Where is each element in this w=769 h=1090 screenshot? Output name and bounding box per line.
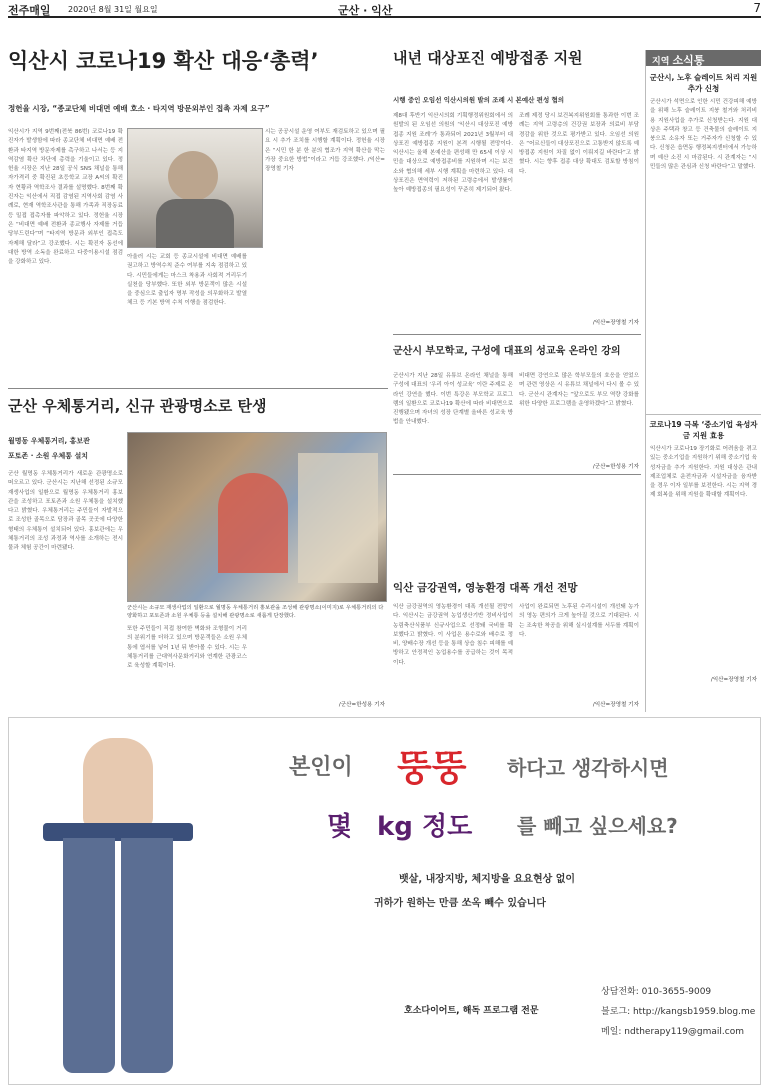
article-text: 시는 공공시설 운영 여부도 재검토하고 있으며 필요 시 추가 조치를 시행할 계획이다. 정헌율 시장은 “시민 한 분 한 분의 협조가 지역 확산을 막는 가장 중요한 방법”이라고 거듭 강조했다. /익산=장영철 기자	[265, 129, 385, 173]
diet-advertisement	[8, 717, 761, 1085]
ad-blog: 블로그: http://kangsb1959.blog.me	[601, 1007, 756, 1017]
photo-mailbox-street	[127, 432, 387, 602]
article-text: 사업이 완료되면 노후된 수리시설이 개선돼 농가의 영농 편의가 크게 높아질 것으로 기대된다. 시는 조속한 착공을 위해 실시설계를 서두를 계획이다.	[519, 604, 639, 638]
article-text: 제8대 후반기 익산시의회 기획행정위원회에서 의원발의 된 오임선 의원의 ‘익산시 대상포진 예방접종 지원 조례’가 통과되어 2021년 3월부터 대상포진 예방접종 지원이 본격 시행될 전망이다. 익산시는 올해 본예산을 편성해 만 65세 이상 시민을 대상으로 예방접종비를 지원하며 시는 보건소와 협의해 세부 시행 계획을 마련하고 있다. 대상포진은 면역력이 저하된 고령층에서 발생률이 높아 예방접종의 필요성이 꾸준히 제기되어 왔다.	[393, 113, 513, 194]
ad-line1-highlight: 뚱뚱	[397, 748, 467, 789]
sidebar-news	[645, 50, 761, 712]
ad-copy-1: 뱃살, 내장지방, 체지방을 요요현상 없이	[399, 874, 576, 885]
divider	[393, 474, 641, 475]
issue-date: 2020년 8월 31일 월요일	[68, 5, 158, 14]
subhead-shingles: 시행 중인 오임선 익산시의원 발의 조례 시 본예산 편성 협의	[393, 96, 565, 104]
ad-email: 메일: ndtherapy119@gmail.com	[601, 1027, 744, 1037]
divider	[393, 334, 641, 335]
headline-iksan-covid: 익산시 코로나19 확산 대응‘총력’	[8, 49, 319, 73]
article-text: 조례 제정 당시 보건복지위원회를 통과한 이번 조례는 지역 고령층의 건강권 보장과 의료비 부담 경감을 위한 것으로 평가받고 있다. 오임선 의원은 “어르신들이 대상포진으로 고통받지 않도록 예방접종 지원이 차질 없이 이뤄지길 바란다”고 밝혔다. 시는 향후 접종 대상 확대도 검토할 방침이다.	[519, 113, 639, 175]
article-text: 아울러 시는 교회 등 종교시설에 비대면 예배를 권고하고 방역수칙 준수 여부를 지속 점검하고 있다. 시민들에게는 마스크 착용과 사회적 거리두기 실천을 당부했다. 또한 외부 방문객이 많은 시설을 중심으로 출입자 명부 작성을 의무화하고 발열 체크 등 기본 방역 수칙 이행을 점검한다.	[127, 254, 247, 307]
sidebar-title: 소식통	[672, 54, 705, 67]
headline-mailbox-street: 군산 우체통거리, 신규 관광명소로 탄생	[8, 397, 267, 415]
sidebar-headline-1: 군산시, 노후 슬레이트 처리 지원 추가 신청	[649, 73, 758, 93]
page-number: 7	[753, 1, 761, 15]
section-title: 군산 · 익산	[338, 4, 393, 17]
subhead-iksan-covid: 정헌율 시장, “종교단체 비대면 예배 호소 · 타지역 방문외부인 접촉 자제 요구”	[8, 104, 270, 113]
sidebar-tag-label: 지역	[652, 57, 670, 67]
ad-line2-start: 몇	[327, 812, 353, 842]
byline: /군산=한성용 기자	[592, 464, 639, 470]
sidebar-tag	[646, 50, 761, 66]
sidebar-headline-2: 코로나19 극복 ‘중소기업 육성자금 지원 효용	[646, 414, 761, 441]
newspaper-name: 전주매일	[8, 4, 51, 17]
article-text: 익산시가 지역 9번째(전북 86번) 코로나19 확진자가 발생함에 따라 종교단체 비대면 예배 전환과 타지역 방문자제를 촉구하고 나서는 등 지역감염 확산 차단에 총력을 기울이고 있다. 정헌율 시장은 지난 28일 공식 SNS 채널을 통해 자가격리 중 확진된 초등학교 교장 A씨의 확진자 현황과 역학조사 결과를 설명했다. 8번째 확진자는 익산에서 직접 감염된 지역사회 감염 사례로, 현재 역학조사관을 통해 가족과 직장동료 등 밀접 접촉자를 파악하고 있다. 정헌율 시장은 “비대면 예배 전환과 종교행사 자제를 거듭 당부드린다”며 “타지역 방문과 외부인 접촉도 자제해 달라”고 강조했다. 시는 확진자 동선에 대한 방역 소독을 완료하고 다중이용시설 점검을 강화하고 있다.	[8, 129, 123, 266]
headline-parent-school: 군산시 부모학교, 구성에 대표의 성교육 온라인 강의	[393, 346, 621, 357]
subhead-2: 포토존 · 소원 우체통 설치	[8, 452, 89, 460]
article-text: 또한 주민들이 직접 참여한 벽화와 조형물이 거리의 분위기를 더하고 있으며 방문객들은 소원 우체통에 엽서를 넣어 1년 뒤 받아볼 수 있다. 시는 우체통거리를 근대역사문화거리와 연계한 관광코스로 육성할 계획이다.	[127, 626, 247, 670]
ad-line2-end: 를 빼고 싶으세요?	[517, 814, 678, 838]
article-text: 군산 월명동 우체통거리가 새로운 관광명소로 떠오르고 있다. 군산시는 지난해 선정된 소규모 재생사업의 일환으로 월명동 우체통거리 홍보관을 조성하고 포토존과 소원 우체통을 설치했다고 밝혔다. 우체통거리는 주민들이 자발적으로 조성한 골목으로 담장과 골목 곳곳에 다양한 형태의 우체통이 설치되어 있다. 홍보관에는 우체통거리의 조성 과정과 역사를 소개하는 전시물과 체험 공간이 마련됐다.	[8, 471, 123, 552]
ad-line1-end: 하다고 생각하시면	[507, 756, 669, 780]
article-text: 익산 금강권역의 영농환경이 대폭 개선될 전망이다. 익산시는 금강권역 농업생산기반 정비사업이 농림축산식품부 신규사업으로 선정돼 국비를 확보했다고 밝혔다. 이 사업은 용수로와 배수로 정비, 양배수장 개선 등을 통해 상습 침수 피해를 예방하고 안정적인 농업용수를 공급하는 것이 목적이다.	[393, 604, 513, 666]
photo-caption: 군산시는 소규모 재생사업의 일환으로 월명동 우체통거리 홍보관을 조성해 관광명소(이미지)로 우체통거리의 다양화하고 포토존과 소원 우체통 등을 설치해 관광명소로 새롭게 단장했다.	[127, 605, 384, 619]
photo-mayor	[127, 128, 263, 248]
byline: /익산=장영철 기자	[710, 677, 757, 683]
article-text: 군산시가 지난 28일 유튜브 온라인 채널을 통해 구성에 대표의 ‘우리 아이 성교육’ 이란 주제로 온라인 강연을 했다. 이번 특강은 부모학교 프로그램의 일환으로 코로나19 확산에 따라 비대면으로 진행됐으며 자녀의 성장 단계별 올바른 성교육 방법을 안내했다.	[393, 373, 513, 426]
byline: /익산=장영철 기자	[592, 702, 639, 708]
article-text: 비대면 강연으로 많은 학부모들의 호응을 얻었으며 관련 영상은 시 유튜브 채널에서 다시 볼 수 있다. 군산시 관계자는 “앞으로도 부모 역량 강화를 위한 다양한 프로그램을 운영하겠다”고 밝혔다.	[519, 373, 639, 407]
model-illustration	[23, 738, 213, 1078]
headline-geumgang: 익산 금강권역, 영농환경 대폭 개선 전망	[393, 582, 578, 594]
subhead-1: 월명동 우체통거리, 홍보관	[8, 437, 90, 445]
ad-phone: 상담전화: 010-3655-9009	[601, 987, 712, 997]
sidebar-text-2: 익산시가 코로나19 장기화로 어려움을 겪고 있는 중소기업을 지원하기 위해 중소기업 육성자금을 추가 지원한다. 지원 대상은 관내 제조업체로 운전자금과 시설자금을 융자받을 경우 이자 일부를 보전한다. 시는 지역 경제 회복을 위해 지원을 확대할 계획이다.	[650, 446, 757, 499]
ad-copy-2: 귀하가 원하는 만큼 쏘옥 빼수 있습니다	[374, 898, 546, 909]
ad-line1-start: 본인이	[289, 755, 353, 780]
ad-line2-highlight: kg 정도	[377, 812, 473, 842]
headline-shingles: 내년 대상포진 예방접종 지원	[393, 49, 583, 67]
ad-brand: 호소다이어트, 해독 프로그램 전문	[404, 1006, 539, 1016]
sidebar-text-1: 군산시가 석면으로 인한 시민 건강피해 예방을 위해 노후 슬레이트 지붕 철거와 처리비용 지원사업을 추가로 신청받는다. 지원 대상은 주택과 창고 등 건축물의 슬레이트 지붕으로 소유자 또는 거주자가 신청할 수 있다. 신청은 읍면동 행정복지센터에서 가능하며 예산 소진 시 마감된다. 시 관계자는 “시민들의 많은 관심과 신청 바란다”고 말했다.	[650, 99, 757, 171]
byline: /군산=한성용 기자	[338, 702, 385, 708]
byline: /익산=장영철 기자	[592, 320, 639, 326]
divider	[8, 388, 388, 389]
page-header	[8, 0, 761, 18]
